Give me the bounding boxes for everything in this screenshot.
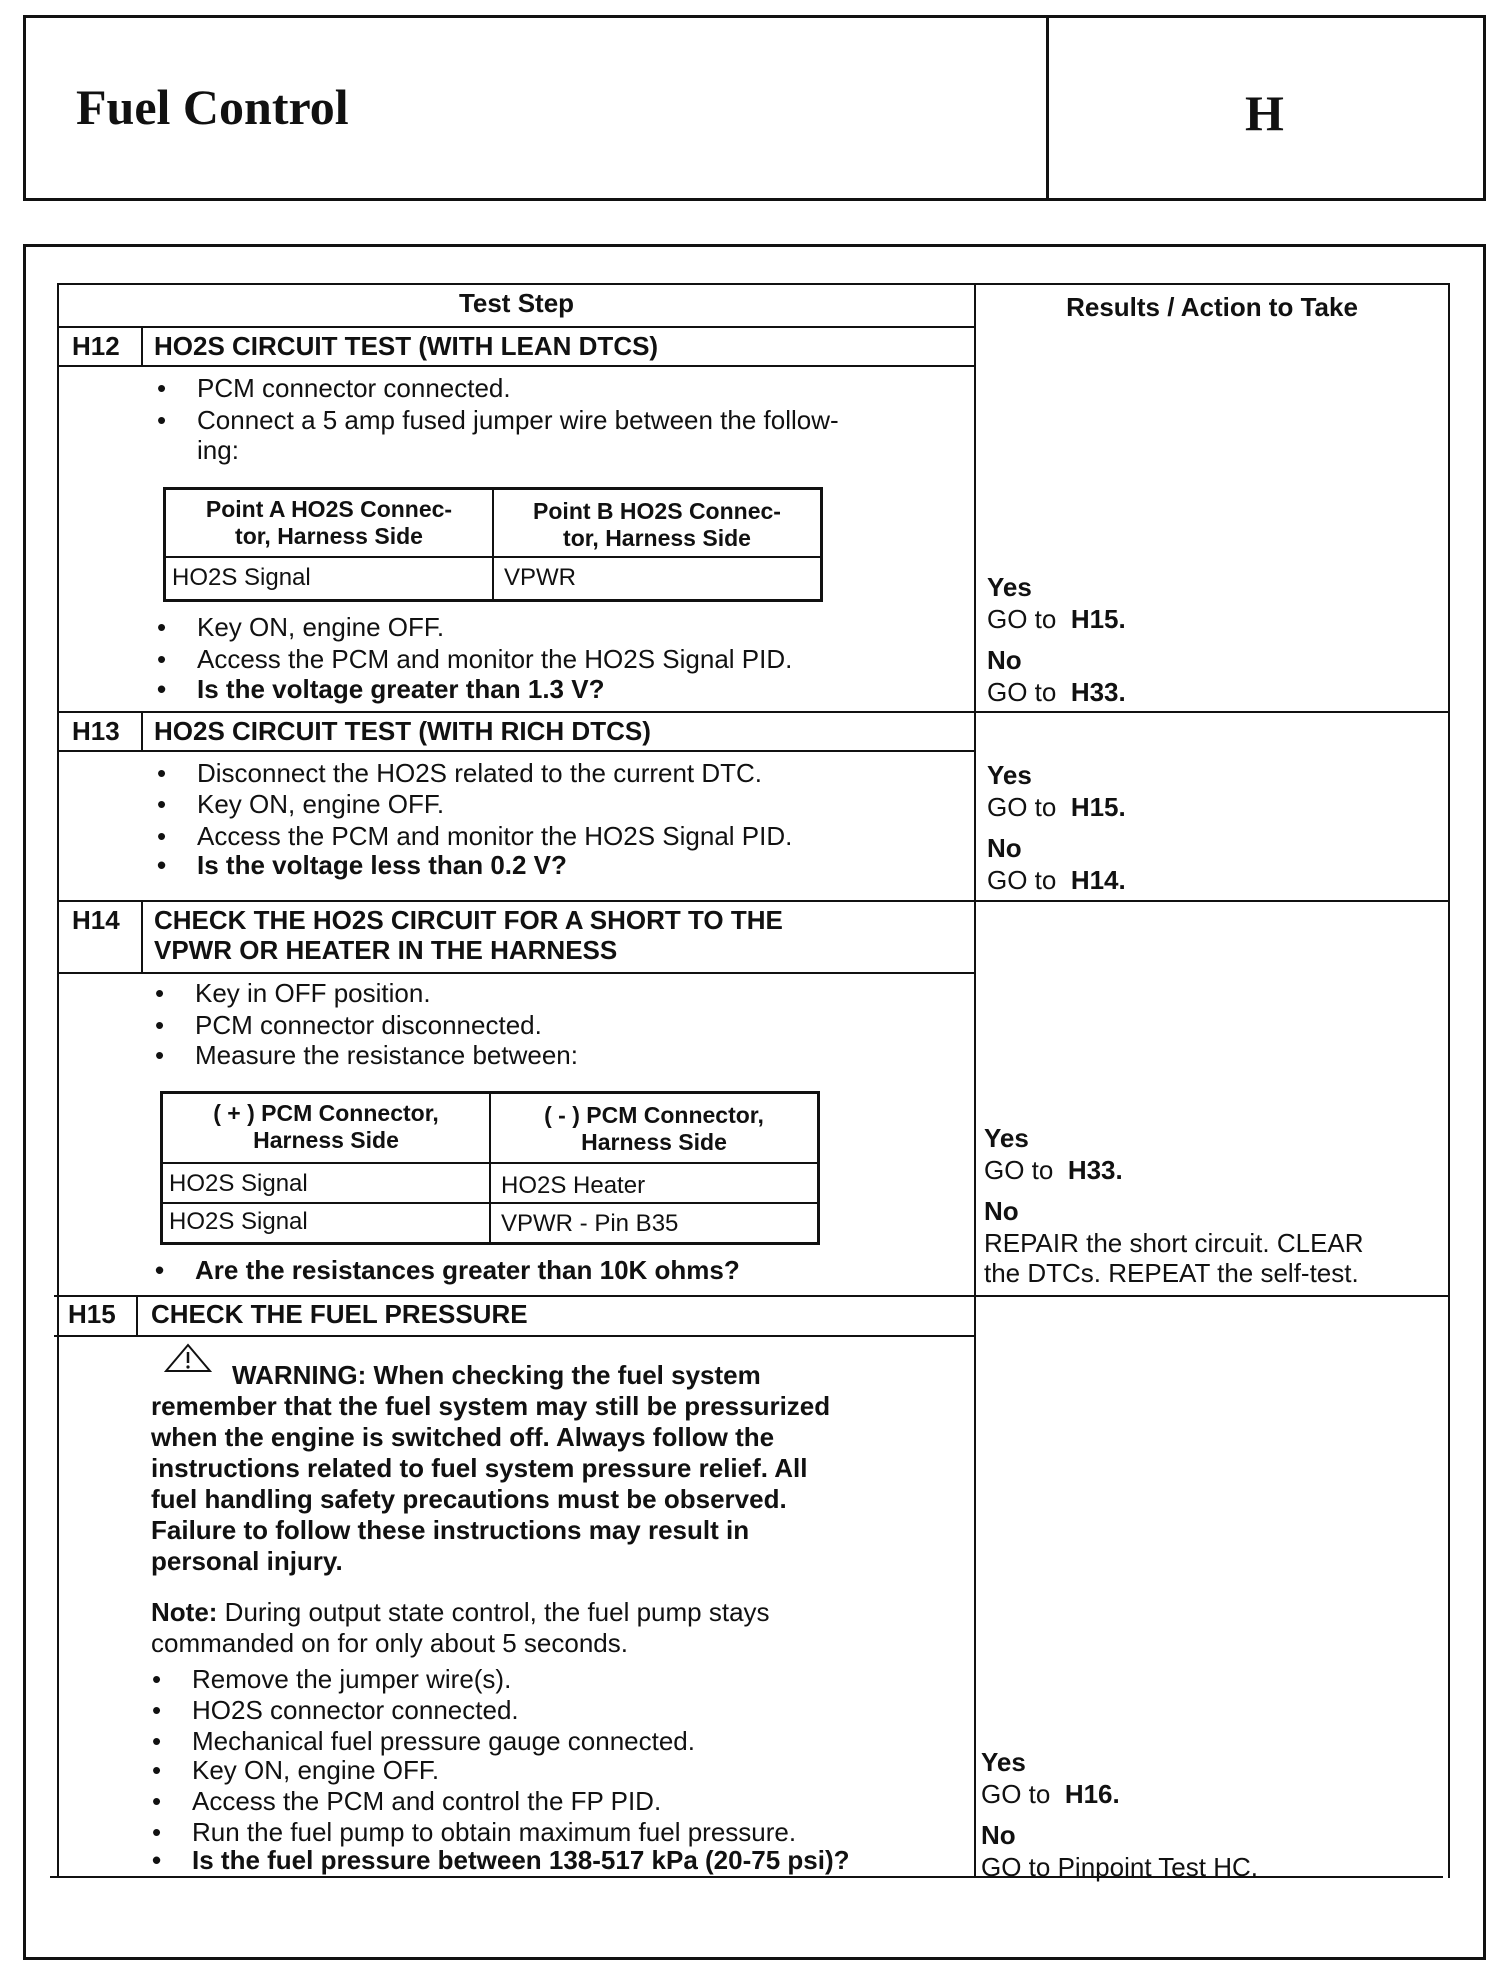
subtable-cell: HO2S Signal <box>172 564 311 591</box>
subtable-header-divider <box>166 556 820 558</box>
note-label: Note: <box>151 1597 218 1627</box>
step-title: HO2S CIRCUIT TEST (WITH LEAN DTCS) <box>154 331 659 361</box>
warning-line: when the engine is switched off. Always follow the <box>151 1422 775 1452</box>
bullet-item: • Run the fuel pump to obtain maximum fuel pressure. <box>192 1817 796 1847</box>
no-label: No <box>981 1820 1016 1850</box>
bullet-continuation: ing: <box>197 435 239 465</box>
table-border-top <box>57 283 1450 285</box>
step-question: • Is the voltage greater than 1.3 V? <box>197 674 604 704</box>
table-column-divider <box>974 283 976 1878</box>
warning-line: fuel handling safety precautions must be observed. <box>151 1484 787 1514</box>
page-header <box>23 15 1486 201</box>
warning-line: Failure to follow these instructions may result in <box>151 1515 750 1545</box>
bullet-item: • Connect a 5 amp fused jumper wire between the follow- <box>197 405 839 435</box>
step-id: H13 <box>72 716 120 746</box>
subtable-header-divider <box>163 1162 817 1164</box>
bullet-item: • Key in OFF position. <box>195 978 431 1008</box>
bullet-item: • Key ON, engine OFF. <box>192 1755 439 1785</box>
bullet-item: • Key ON, engine OFF. <box>197 612 444 642</box>
step-id: H15 <box>68 1299 116 1329</box>
jumper-connection-table <box>163 487 823 602</box>
id-divider <box>141 326 143 367</box>
no-target: H33. <box>1070 677 1126 707</box>
bullet-item: • Measure the resistance between: <box>195 1040 578 1070</box>
yes-action: GO to H33. <box>984 1155 1123 1185</box>
note-line: commanded on for only about 5 seconds. <box>151 1628 628 1658</box>
warning-line: remember that the fuel system may still be pressurized <box>151 1391 831 1421</box>
row-divider <box>57 750 974 752</box>
bullet-item: • Remove the jumper wire(s). <box>192 1664 511 1694</box>
bullet-item: • Disconnect the HO2S related to the current DTC. <box>197 758 762 788</box>
step-title-line: CHECK THE HO2S CIRCUIT FOR A SHORT TO THE <box>154 905 783 935</box>
resistance-measurement-table <box>160 1091 820 1245</box>
bullet-item: • Key ON, engine OFF. <box>197 789 444 819</box>
warning-line: instructions related to fuel system pressure relief. All <box>151 1453 808 1483</box>
bullet-item: • PCM connector connected. <box>197 373 511 403</box>
step-question: • Is the voltage less than 0.2 V? <box>197 850 567 880</box>
note-line: Note: During output state control, the fuel pump stays <box>151 1597 770 1627</box>
bullet-item: • Access the PCM and control the FP PID. <box>192 1786 661 1816</box>
yes-target: H15. <box>1070 604 1126 634</box>
yes-label: Yes <box>987 760 1032 790</box>
table-border-right <box>1448 283 1450 1878</box>
step-id: H12 <box>72 331 120 361</box>
subtable-cell: HO2S Heater <box>501 1172 646 1199</box>
column-header-test-step: Test Step <box>458 288 575 318</box>
bullet-item: • Access the PCM and monitor the HO2S Signal PID. <box>197 644 792 674</box>
row-divider <box>57 711 1450 713</box>
no-action-line: REPAIR the short circuit. CLEAR <box>984 1228 1364 1258</box>
warning-line: WARNING: When checking the fuel system <box>232 1360 761 1390</box>
subtable-header-point-a: Point A HO2S Connec- tor, Harness Side <box>205 496 453 549</box>
row-divider <box>57 972 974 974</box>
step-question: • Is the fuel pressure between 138-517 kPa (20-75 psi)? <box>192 1845 850 1875</box>
no-action: GO to H33. <box>987 677 1126 707</box>
subtable-header-point-b: Point B HO2S Connec- tor, Harness Side <box>533 498 781 551</box>
subtable-header-positive: ( + ) PCM Connector, Harness Side <box>213 1100 439 1153</box>
warning-line: personal injury. <box>151 1546 343 1576</box>
no-label: No <box>987 645 1022 675</box>
step-id: H14 <box>72 905 120 935</box>
yes-target: H16. <box>1064 1779 1120 1809</box>
subtable-row-divider <box>163 1202 817 1204</box>
warning-triangle-icon <box>164 1343 212 1373</box>
subtable-cell: HO2S Signal <box>169 1170 308 1197</box>
section-letter: H <box>1245 85 1284 141</box>
no-action: GO to Pinpoint Test HC. <box>981 1852 1258 1882</box>
yes-target: H15. <box>1070 792 1126 822</box>
yes-action: GO to H15. <box>987 792 1126 822</box>
row-divider <box>57 365 974 367</box>
yes-target: H33. <box>1067 1155 1123 1185</box>
bullet-item: • Access the PCM and monitor the HO2S Signal PID. <box>197 821 792 851</box>
id-divider <box>141 900 143 974</box>
id-divider <box>136 1295 138 1337</box>
subtable-cell: VPWR <box>504 564 576 591</box>
subtable-header-negative: ( - ) PCM Connector, Harness Side <box>544 1102 764 1155</box>
no-label: No <box>984 1196 1019 1226</box>
row-divider <box>54 1335 974 1337</box>
bullet-item: • Mechanical fuel pressure gauge connected. <box>192 1726 695 1756</box>
header-row-divider <box>57 326 974 328</box>
step-title: HO2S CIRCUIT TEST (WITH RICH DTCS) <box>154 716 651 746</box>
row-divider <box>57 900 1450 902</box>
no-target: H14. <box>1070 865 1126 895</box>
no-action-line: the DTCs. REPEAT the self-test. <box>984 1258 1359 1288</box>
yes-action: GO to H15. <box>987 604 1126 634</box>
bullet-item: • HO2S connector connected. <box>192 1695 519 1725</box>
column-header-results: Results / Action to Take <box>1066 292 1358 322</box>
yes-label: Yes <box>984 1123 1029 1153</box>
yes-action: GO to H16. <box>981 1779 1120 1809</box>
yes-label: Yes <box>987 572 1032 602</box>
subtable-cell: VPWR - Pin B35 <box>501 1210 679 1237</box>
row-divider <box>54 1295 1450 1297</box>
page-title: Fuel Control <box>76 79 349 135</box>
subtable-cell: HO2S Signal <box>169 1208 308 1235</box>
bullet-item: • PCM connector disconnected. <box>195 1010 542 1040</box>
no-action: GO to H14. <box>987 865 1126 895</box>
step-title-line: VPWR OR HEATER IN THE HARNESS <box>154 935 618 965</box>
table-border-left <box>57 283 59 1878</box>
yes-label: Yes <box>981 1747 1026 1777</box>
step-question: • Are the resistances greater than 10K ohms? <box>195 1255 740 1285</box>
step-title: CHECK THE FUEL PRESSURE <box>151 1299 528 1329</box>
no-label: No <box>987 833 1022 863</box>
id-divider <box>141 711 143 752</box>
